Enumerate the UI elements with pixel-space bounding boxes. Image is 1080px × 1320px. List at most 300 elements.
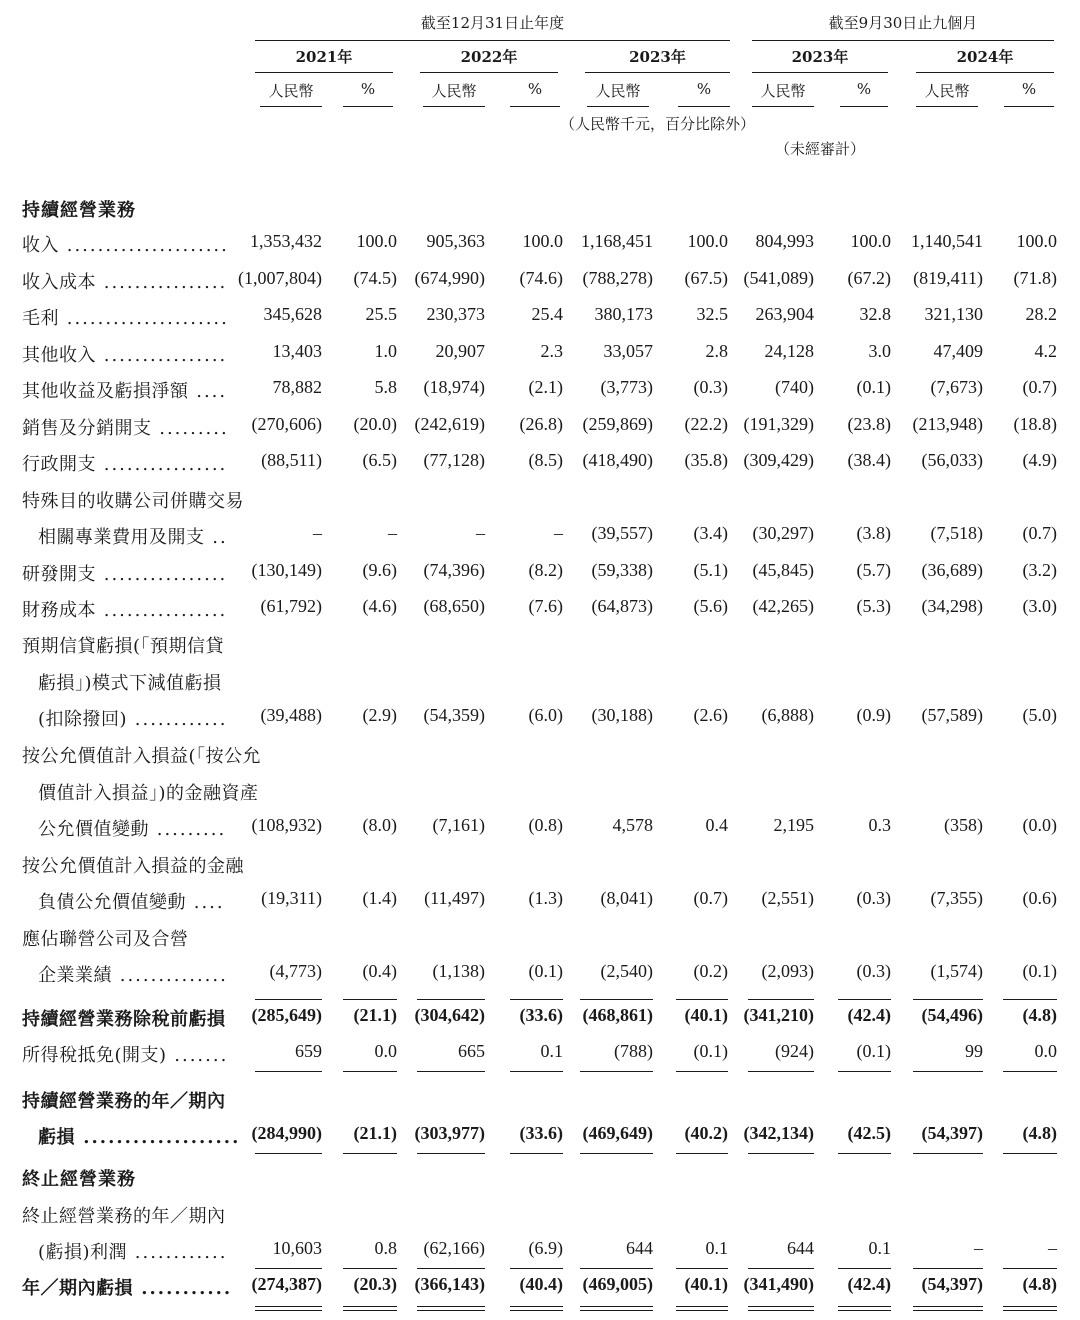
table-cell: (108,932) bbox=[251, 815, 322, 835]
row-label-text: 研發開支 bbox=[22, 564, 96, 585]
dot-leader: ................ bbox=[96, 272, 228, 293]
table-cell: (788,278) bbox=[582, 268, 653, 288]
row-label-text: 終止經營業務的年／期內 bbox=[22, 1205, 226, 1227]
subtotal-rule bbox=[580, 999, 653, 1000]
table-cell: 100.0 bbox=[522, 231, 563, 251]
total-double-rule bbox=[913, 1306, 983, 1311]
dot-leader: ............ bbox=[127, 1242, 228, 1263]
table-cell: (0.7) bbox=[1022, 377, 1057, 397]
year-underline bbox=[916, 72, 1054, 73]
table-cell: (0.9) bbox=[856, 705, 891, 725]
year-underline bbox=[420, 72, 558, 73]
subtotal-rule bbox=[838, 1071, 891, 1072]
row-label-text: 企業業績 bbox=[38, 965, 112, 986]
table-cell: (23.8) bbox=[847, 414, 891, 434]
row-label-text: 相關專業費用及開支 bbox=[38, 527, 205, 548]
subtotal-rule bbox=[748, 1153, 814, 1154]
subtotal-rule bbox=[676, 1268, 728, 1269]
row-label bbox=[22, 377, 227, 403]
subtotal-rule bbox=[1003, 1071, 1057, 1072]
subtotal-rule bbox=[417, 999, 485, 1000]
subtotal-rule bbox=[255, 1153, 322, 1154]
table-cell: (213,948) bbox=[912, 414, 983, 434]
row-label-text: 年／期內虧損 bbox=[22, 1278, 133, 1299]
table-cell: (0.3) bbox=[856, 961, 891, 981]
table-cell: (788) bbox=[614, 1041, 653, 1061]
table-cell: (341,210) bbox=[743, 1005, 814, 1025]
table-cell: (309,429) bbox=[743, 450, 814, 470]
table-cell: (341,490) bbox=[743, 1274, 814, 1294]
year-underline bbox=[585, 72, 730, 73]
unit-percent: % bbox=[856, 80, 872, 98]
table-cell: (2,540) bbox=[600, 961, 653, 981]
subtotal-rule bbox=[580, 1268, 653, 1269]
table-cell: (6.9) bbox=[528, 1238, 563, 1258]
subtotal-rule bbox=[343, 1268, 397, 1269]
subtotal-rule bbox=[1003, 1268, 1057, 1269]
note-thousands: （人民幣千元，百分比除外） bbox=[560, 115, 756, 133]
row-label-text: 持續經營業務的年／期內 bbox=[22, 1090, 226, 1112]
table-cell: (284,990) bbox=[251, 1123, 322, 1143]
table-cell: (9.6) bbox=[362, 560, 397, 580]
table-cell: 47,409 bbox=[933, 341, 983, 361]
table-cell: (35.8) bbox=[684, 450, 728, 470]
subtotal-rule bbox=[913, 999, 983, 1000]
table-cell: (5.0) bbox=[1022, 705, 1057, 725]
table-cell: 263,904 bbox=[755, 304, 814, 324]
table-cell: (2,093) bbox=[761, 961, 814, 981]
row-label bbox=[38, 705, 227, 731]
dot-leader: .... bbox=[188, 381, 228, 402]
row-label-text: 公允價值變動 bbox=[38, 819, 149, 840]
row-label-text: 財務成本 bbox=[22, 600, 96, 621]
row-label-text: 虧損 bbox=[38, 1127, 75, 1148]
table-cell: 100.0 bbox=[850, 231, 891, 251]
dot-leader: ................ bbox=[96, 564, 228, 585]
row-label bbox=[22, 231, 229, 257]
subtotal-rule bbox=[838, 1268, 891, 1269]
subtotal-rule bbox=[748, 999, 814, 1000]
unit-rmb: 人民幣 bbox=[760, 82, 806, 100]
row-label bbox=[38, 888, 225, 914]
total-double-rule bbox=[255, 1306, 322, 1311]
table-cell: (1.3) bbox=[528, 888, 563, 908]
row-label-text: (虧損)利潤 bbox=[38, 1242, 128, 1263]
table-cell: (7.6) bbox=[528, 596, 563, 616]
total-double-rule bbox=[676, 1306, 728, 1311]
table-cell: 644 bbox=[787, 1238, 814, 1258]
row-label bbox=[22, 1202, 226, 1228]
table-cell: 32.5 bbox=[696, 304, 728, 324]
subtotal-rule bbox=[417, 1071, 485, 1072]
subtotal-rule bbox=[1003, 1153, 1057, 1154]
subtotal-rule bbox=[255, 1268, 322, 1269]
row-label-text: 價值計入損益」)的金融資產 bbox=[38, 782, 259, 804]
table-cell: (59,338) bbox=[591, 560, 653, 580]
table-cell: 5.8 bbox=[374, 377, 397, 397]
table-cell: 345,628 bbox=[263, 304, 322, 324]
subtotal-rule bbox=[343, 999, 397, 1000]
table-cell: (22.2) bbox=[684, 414, 728, 434]
row-label bbox=[22, 268, 227, 294]
table-cell: 380,173 bbox=[594, 304, 653, 324]
subtotal-rule bbox=[838, 999, 891, 1000]
table-cell: (42.5) bbox=[847, 1123, 891, 1143]
subtotal-rule bbox=[510, 1071, 563, 1072]
row-label bbox=[38, 1123, 240, 1149]
dot-leader: .... bbox=[186, 892, 225, 913]
table-cell: (270,606) bbox=[251, 414, 322, 434]
table-cell: (5.1) bbox=[693, 560, 728, 580]
row-label bbox=[22, 1005, 226, 1031]
note-unaudited: （未經審計） bbox=[774, 140, 865, 158]
table-cell: (0.1) bbox=[856, 1041, 891, 1061]
table-cell: (130,149) bbox=[251, 560, 322, 580]
table-cell: (5.7) bbox=[856, 560, 891, 580]
table-cell: 0.1 bbox=[868, 1238, 891, 1258]
row-label bbox=[22, 742, 261, 768]
table-cell: (20.3) bbox=[353, 1274, 397, 1294]
table-cell: (0.0) bbox=[1022, 815, 1057, 835]
table-cell: (274,387) bbox=[251, 1274, 322, 1294]
table-cell: 10,603 bbox=[272, 1238, 322, 1258]
row-label bbox=[38, 523, 228, 549]
table-cell: (0.1) bbox=[528, 961, 563, 981]
row-label-text: 預期信貸虧損(「預期信貸 bbox=[22, 636, 225, 658]
unit-underline bbox=[1004, 106, 1054, 107]
table-cell: (45,845) bbox=[752, 560, 814, 580]
year-2023: 2023年 bbox=[629, 48, 686, 66]
table-cell: (64,873) bbox=[591, 596, 653, 616]
table-cell: (6.0) bbox=[528, 705, 563, 725]
table-cell: 0.4 bbox=[705, 815, 728, 835]
row-label bbox=[38, 669, 222, 695]
table-cell: (42,265) bbox=[752, 596, 814, 616]
unit-percent: % bbox=[527, 80, 543, 98]
table-cell: (62,166) bbox=[423, 1238, 485, 1258]
table-cell: (21.1) bbox=[353, 1005, 397, 1025]
table-cell: 4,578 bbox=[612, 815, 653, 835]
dot-leader: ................ bbox=[96, 600, 228, 621]
table-cell: 2.8 bbox=[705, 341, 728, 361]
subtotal-rule bbox=[1003, 999, 1057, 1000]
group-title-full-year: 截至12月31日止年度 bbox=[420, 14, 565, 32]
table-cell: (67.2) bbox=[847, 268, 891, 288]
table-cell: – bbox=[388, 523, 397, 543]
unit-rmb: 人民幣 bbox=[431, 82, 477, 100]
table-cell: 3.0 bbox=[868, 341, 891, 361]
unit-underline bbox=[343, 106, 393, 107]
unit-percent: % bbox=[1021, 80, 1037, 98]
subtotal-rule bbox=[580, 1071, 653, 1072]
row-label bbox=[22, 414, 229, 440]
total-double-rule bbox=[343, 1306, 397, 1311]
section-discontinued-operations: 終止經營業務 bbox=[22, 1169, 136, 1190]
row-label bbox=[22, 1041, 228, 1067]
group-title-nine-months: 截至9月30日止九個月 bbox=[828, 14, 978, 32]
row-label bbox=[38, 815, 226, 841]
table-cell: 2,195 bbox=[773, 815, 814, 835]
table-cell: (4.6) bbox=[362, 596, 397, 616]
row-label-text: 銷售及分銷開支 bbox=[22, 418, 152, 439]
table-cell: (40.4) bbox=[519, 1274, 563, 1294]
row-label bbox=[22, 560, 227, 586]
table-cell: (71.8) bbox=[1013, 268, 1057, 288]
subtotal-rule bbox=[343, 1153, 397, 1154]
dot-leader: ......... bbox=[151, 418, 229, 439]
year-2022: 2022年 bbox=[460, 48, 518, 66]
subtotal-rule bbox=[748, 1268, 814, 1269]
row-label-text: 應佔聯營公司及合營 bbox=[22, 928, 189, 950]
table-cell: 1,140,541 bbox=[911, 231, 983, 251]
table-cell: (0.2) bbox=[693, 961, 728, 981]
dot-leader: ............ bbox=[127, 709, 228, 730]
table-cell: – bbox=[554, 523, 563, 543]
table-cell: (469,005) bbox=[582, 1274, 653, 1294]
row-label bbox=[22, 632, 224, 658]
table-cell: 100.0 bbox=[687, 231, 728, 251]
year-2021: 2021年 bbox=[295, 48, 353, 66]
table-cell: 905,363 bbox=[426, 231, 485, 251]
table-cell: 20,907 bbox=[435, 341, 485, 361]
table-cell: 13,403 bbox=[272, 341, 322, 361]
row-label-text: 行政開支 bbox=[22, 454, 96, 475]
table-cell: (26.8) bbox=[519, 414, 563, 434]
table-cell: (0.3) bbox=[856, 888, 891, 908]
table-cell: (0.7) bbox=[1022, 523, 1057, 543]
total-double-rule bbox=[838, 1306, 891, 1311]
table-cell: 804,993 bbox=[755, 231, 814, 251]
table-cell: (2.9) bbox=[362, 705, 397, 725]
dot-leader: ........... bbox=[133, 1278, 233, 1299]
table-cell: (3,773) bbox=[600, 377, 653, 397]
dot-leader: .............. bbox=[112, 965, 228, 986]
unit-rmb: 人民幣 bbox=[595, 82, 641, 100]
table-cell: (38.4) bbox=[847, 450, 891, 470]
table-cell: (6.5) bbox=[362, 450, 397, 470]
table-cell: (1,007,804) bbox=[238, 268, 322, 288]
dot-leader: ................ bbox=[96, 454, 228, 475]
table-cell: (5.3) bbox=[856, 596, 891, 616]
unit-underline bbox=[752, 106, 814, 107]
table-cell: (6,888) bbox=[761, 705, 814, 725]
table-cell: (3.0) bbox=[1022, 596, 1057, 616]
table-cell: (2.6) bbox=[693, 705, 728, 725]
table-cell: (7,518) bbox=[930, 523, 983, 543]
subtotal-rule bbox=[748, 1071, 814, 1072]
subtotal-rule bbox=[913, 1153, 983, 1154]
table-cell: (7,673) bbox=[930, 377, 983, 397]
dot-leader: ................ bbox=[96, 345, 228, 366]
table-cell: 0.0 bbox=[374, 1041, 397, 1061]
table-cell: – bbox=[476, 523, 485, 543]
table-cell: (4.8) bbox=[1022, 1123, 1057, 1143]
table-cell: 659 bbox=[295, 1041, 322, 1061]
row-label-text: 負債公允價值變動 bbox=[38, 892, 186, 913]
table-cell: (36,689) bbox=[921, 560, 983, 580]
total-double-rule bbox=[1003, 1306, 1057, 1311]
table-cell: (5.6) bbox=[693, 596, 728, 616]
subtotal-rule bbox=[580, 1153, 653, 1154]
table-cell: (20.0) bbox=[353, 414, 397, 434]
table-cell: 1,168,451 bbox=[581, 231, 653, 251]
subtotal-rule bbox=[913, 1071, 983, 1072]
row-label bbox=[22, 304, 229, 330]
table-cell: (819,411) bbox=[913, 268, 983, 288]
row-label bbox=[22, 341, 227, 367]
table-cell: (303,977) bbox=[414, 1123, 485, 1143]
table-cell: 78,882 bbox=[272, 377, 322, 397]
row-label-text: 持續經營業務除稅前虧損 bbox=[22, 1009, 226, 1030]
table-cell: (8.5) bbox=[528, 450, 563, 470]
table-cell: (924) bbox=[775, 1041, 814, 1061]
table-cell: (8.0) bbox=[362, 815, 397, 835]
row-label bbox=[38, 961, 228, 987]
table-cell: (56,033) bbox=[921, 450, 983, 470]
table-cell: 100.0 bbox=[356, 231, 397, 251]
table-cell: (3.8) bbox=[856, 523, 891, 543]
table-cell: (0.8) bbox=[528, 815, 563, 835]
table-cell: (418,490) bbox=[582, 450, 653, 470]
table-cell: 28.2 bbox=[1025, 304, 1057, 324]
table-cell: – bbox=[1048, 1238, 1057, 1258]
table-cell: (242,619) bbox=[414, 414, 485, 434]
table-cell: (3.4) bbox=[693, 523, 728, 543]
table-cell: (74.5) bbox=[353, 268, 397, 288]
unit-underline bbox=[678, 106, 730, 107]
row-label-text: 特殊目的收購公司併購交易 bbox=[22, 490, 244, 512]
table-cell: (740) bbox=[775, 377, 814, 397]
dot-leader: ......... bbox=[149, 819, 227, 840]
table-cell: (0.4) bbox=[362, 961, 397, 981]
table-cell: (11,497) bbox=[424, 888, 485, 908]
table-cell: (468,861) bbox=[582, 1005, 653, 1025]
table-cell: (42.4) bbox=[847, 1005, 891, 1025]
unit-percent: % bbox=[360, 80, 376, 98]
subtotal-rule bbox=[417, 1268, 485, 1269]
table-cell: (0.1) bbox=[693, 1041, 728, 1061]
table-cell: (342,134) bbox=[743, 1123, 814, 1143]
dot-leader: ................... bbox=[75, 1127, 241, 1148]
table-cell: (8,041) bbox=[600, 888, 653, 908]
table-cell: (1,138) bbox=[432, 961, 485, 981]
subtotal-rule bbox=[913, 1268, 983, 1269]
table-cell: (4,773) bbox=[269, 961, 322, 981]
table-cell: (19,311) bbox=[261, 888, 322, 908]
table-cell: (74,396) bbox=[423, 560, 485, 580]
table-cell: (191,329) bbox=[743, 414, 814, 434]
table-cell: 25.5 bbox=[365, 304, 397, 324]
subtotal-rule bbox=[510, 1153, 563, 1154]
row-label-text: 所得稅抵免(開支) bbox=[22, 1045, 167, 1066]
row-label bbox=[22, 1087, 226, 1113]
table-cell: (88,511) bbox=[261, 450, 322, 470]
table-cell: (68,650) bbox=[423, 596, 485, 616]
year-2023-nine-months: 2023年 bbox=[791, 48, 849, 66]
table-cell: – bbox=[974, 1238, 983, 1258]
table-cell: (2,551) bbox=[761, 888, 814, 908]
table-cell: 100.0 bbox=[1016, 231, 1057, 251]
table-cell: (54,397) bbox=[921, 1274, 983, 1294]
table-cell: (67.5) bbox=[684, 268, 728, 288]
row-label bbox=[22, 596, 227, 622]
unit-underline bbox=[840, 106, 888, 107]
table-cell: (54,496) bbox=[921, 1005, 983, 1025]
table-cell: (541,089) bbox=[743, 268, 814, 288]
table-cell: (42.4) bbox=[847, 1274, 891, 1294]
dot-leader: ..................... bbox=[59, 235, 229, 256]
row-label-text: 收入成本 bbox=[22, 272, 96, 293]
table-cell: 24,128 bbox=[764, 341, 814, 361]
table-cell: 0.1 bbox=[540, 1041, 563, 1061]
table-cell: (7,161) bbox=[432, 815, 485, 835]
table-cell: (39,488) bbox=[260, 705, 322, 725]
table-cell: (2.1) bbox=[528, 377, 563, 397]
unit-underline bbox=[510, 106, 560, 107]
row-label bbox=[22, 925, 189, 951]
table-cell: (61,792) bbox=[260, 596, 322, 616]
subtotal-rule bbox=[255, 1071, 322, 1072]
subtotal-rule bbox=[676, 999, 728, 1000]
row-label-text: (扣除撥回) bbox=[38, 709, 128, 730]
table-cell: 644 bbox=[626, 1238, 653, 1258]
table-cell: (304,642) bbox=[414, 1005, 485, 1025]
table-cell: (0.1) bbox=[856, 377, 891, 397]
table-cell: (469,649) bbox=[582, 1123, 653, 1143]
table-cell: (8.2) bbox=[528, 560, 563, 580]
table-cell: 665 bbox=[458, 1041, 485, 1061]
table-cell: (285,649) bbox=[251, 1005, 322, 1025]
row-label bbox=[22, 1274, 232, 1300]
total-double-rule bbox=[748, 1306, 814, 1311]
subtotal-rule bbox=[417, 1153, 485, 1154]
unit-underline bbox=[423, 106, 485, 107]
table-cell: (54,397) bbox=[921, 1123, 983, 1143]
dot-leader: .. bbox=[204, 527, 228, 548]
table-cell: (54,359) bbox=[423, 705, 485, 725]
table-cell: 32.8 bbox=[859, 304, 891, 324]
row-label bbox=[22, 852, 244, 878]
table-cell: 25.4 bbox=[531, 304, 563, 324]
table-cell: (33.6) bbox=[519, 1123, 563, 1143]
row-label bbox=[22, 450, 227, 476]
unit-percent: % bbox=[696, 80, 712, 98]
table-cell: (74.6) bbox=[519, 268, 563, 288]
table-cell: 321,130 bbox=[924, 304, 983, 324]
table-cell: (21.1) bbox=[353, 1123, 397, 1143]
group-underline-full-year bbox=[255, 40, 730, 41]
table-cell: (18,974) bbox=[423, 377, 485, 397]
table-cell: 0.1 bbox=[705, 1238, 728, 1258]
table-cell: (40.2) bbox=[684, 1123, 728, 1143]
year-2024-nine-months: 2024年 bbox=[956, 48, 1014, 66]
table-cell: (34,298) bbox=[921, 596, 983, 616]
dot-leader: ....... bbox=[166, 1045, 229, 1066]
table-cell: (40.1) bbox=[684, 1005, 728, 1025]
table-cell: (1.4) bbox=[362, 888, 397, 908]
row-label bbox=[38, 1238, 227, 1264]
table-cell: (4.8) bbox=[1022, 1274, 1057, 1294]
table-cell: (0.1) bbox=[1022, 961, 1057, 981]
table-cell: (4.8) bbox=[1022, 1005, 1057, 1025]
table-cell: (7,355) bbox=[930, 888, 983, 908]
row-label bbox=[38, 779, 259, 805]
unit-rmb: 人民幣 bbox=[924, 82, 970, 100]
table-cell: (674,990) bbox=[414, 268, 485, 288]
table-cell: (40.1) bbox=[684, 1274, 728, 1294]
unit-underline bbox=[916, 106, 978, 107]
table-cell: (1,574) bbox=[930, 961, 983, 981]
